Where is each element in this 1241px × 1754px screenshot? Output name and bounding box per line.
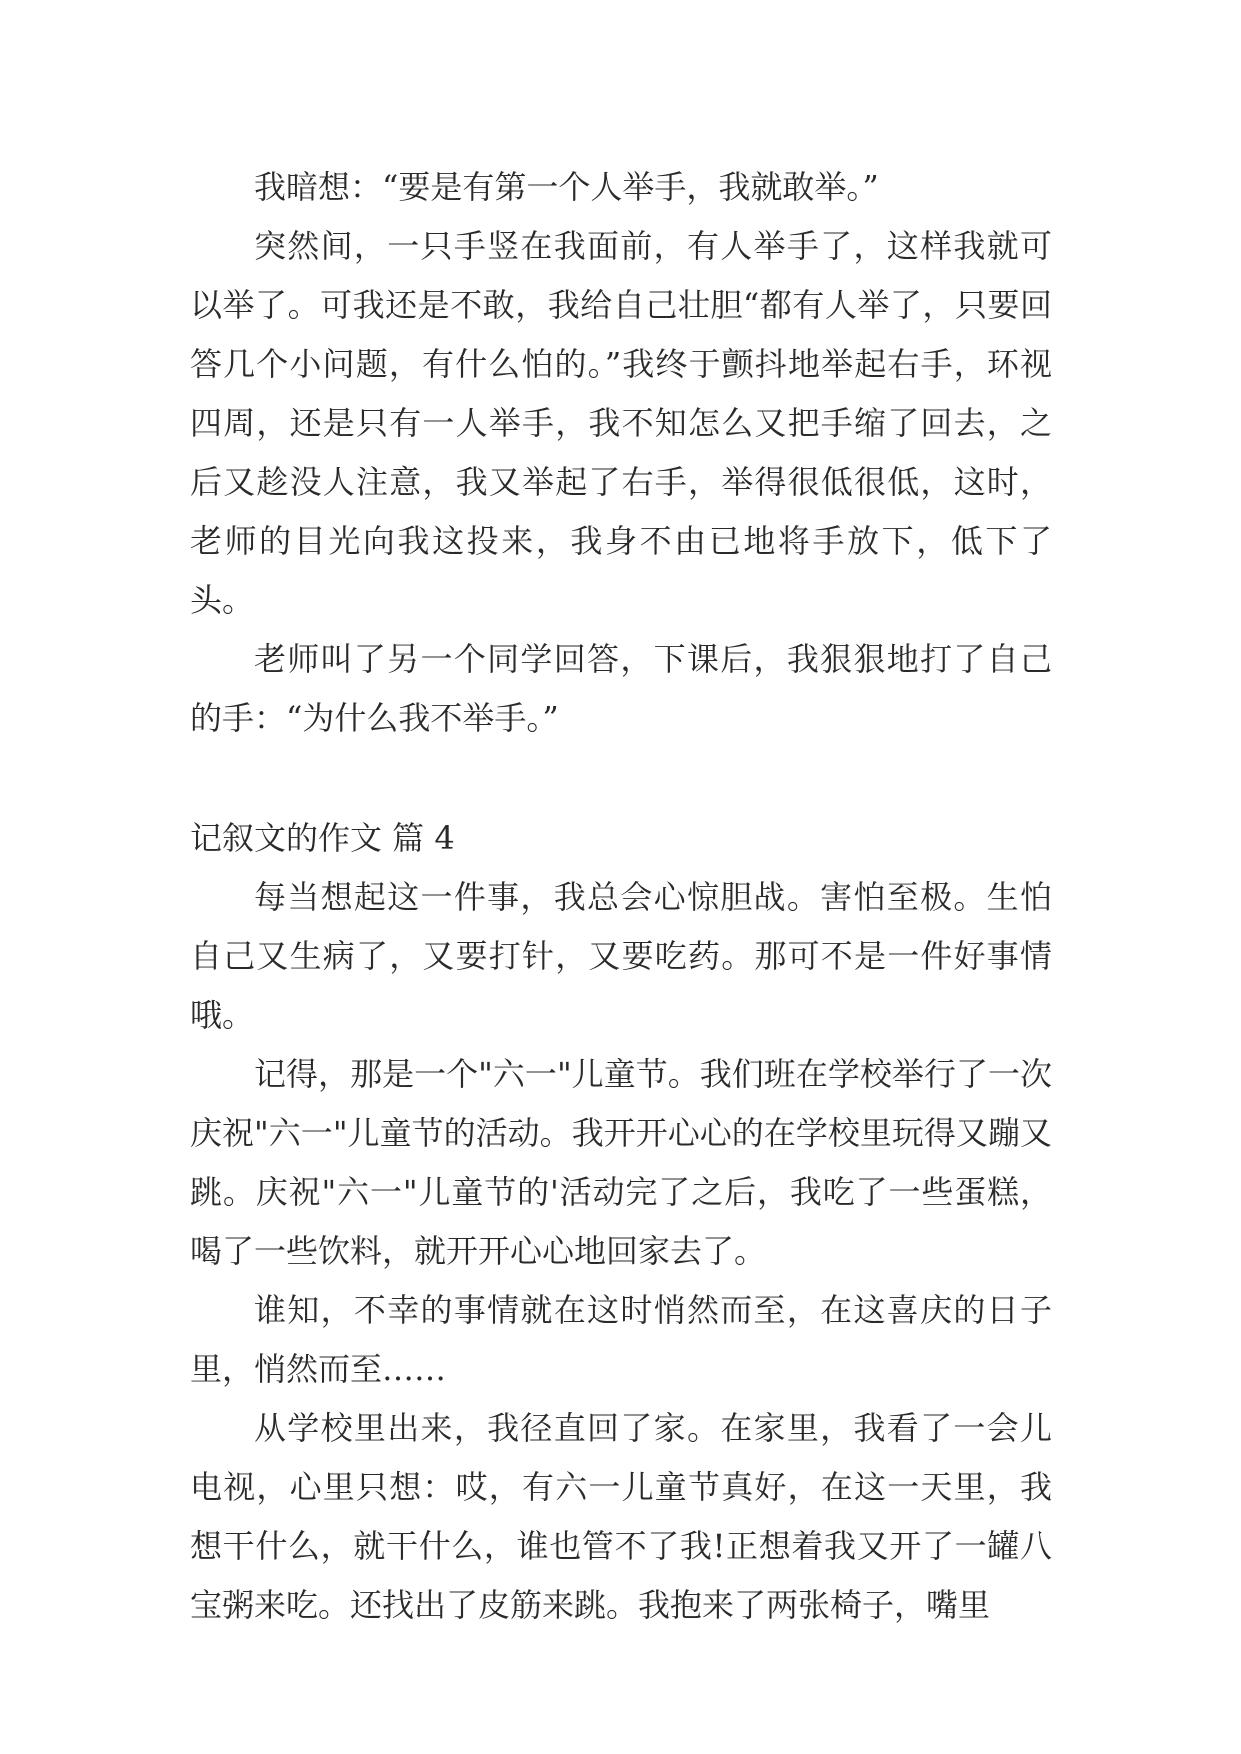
section-title: 记叙文的作文 篇 4: [190, 819, 455, 857]
paragraph: 我暗想：“要是有第一个人举手，我就敢举。”: [254, 168, 879, 206]
paragraph: 谁知，不幸的事情就在这时悄然而至，在这喜庆的日子里，悄然而至……: [190, 1291, 1052, 1388]
paragraph: 从学校里出来，我径直回了家。在家里，我看了一会儿电视，心里只想：哎，有六一儿童节真好，在这一天里，我想干什么，就干什么，谁也管不了我!正想着我又开了一罐八宝粥来吃。还找出了皮筋来跳。我抱来了两张椅子，嘴里: [190, 1409, 1052, 1624]
paragraph: 每当想起这一件事，我总会心惊胆战。害怕至极。生怕自己又生病了，又要打针，又要吃药。那可不是一件好事情哦。: [190, 878, 1052, 1034]
paragraph: 老师叫了另一个同学回答，下课后，我狠狠地打了自己的手：“为什么我不举手。”: [190, 640, 1052, 737]
document-body: [190, 158, 1052, 1635]
paragraph: 记得，那是一个"六一"儿童节。我们班在学校举行了一次庆祝"六一"儿童节的活动。我开开心心的在学校里玩得又蹦又跳。庆祝"六一"儿童节的'活动完了之后，我吃了一些蛋糕，喝了一些饮料，就开开心心地回家去了。: [190, 1055, 1052, 1270]
paragraph: 突然间，一只手竖在我面前，有人举手了，这样我就可以举了。可我还是不敢，我给自己壮胆“都有人举了，只要回答几个小问题，有什么怕的。”我终于颤抖地举起右手，环视四周，还是只有一人举手，我不知怎么又把手缩了回去，之后又趁没人注意，我又举起了右手，举得很低很低，这时，老师的目光向我这投来，我身不由已地将手放下，低下了头。: [190, 227, 1052, 619]
